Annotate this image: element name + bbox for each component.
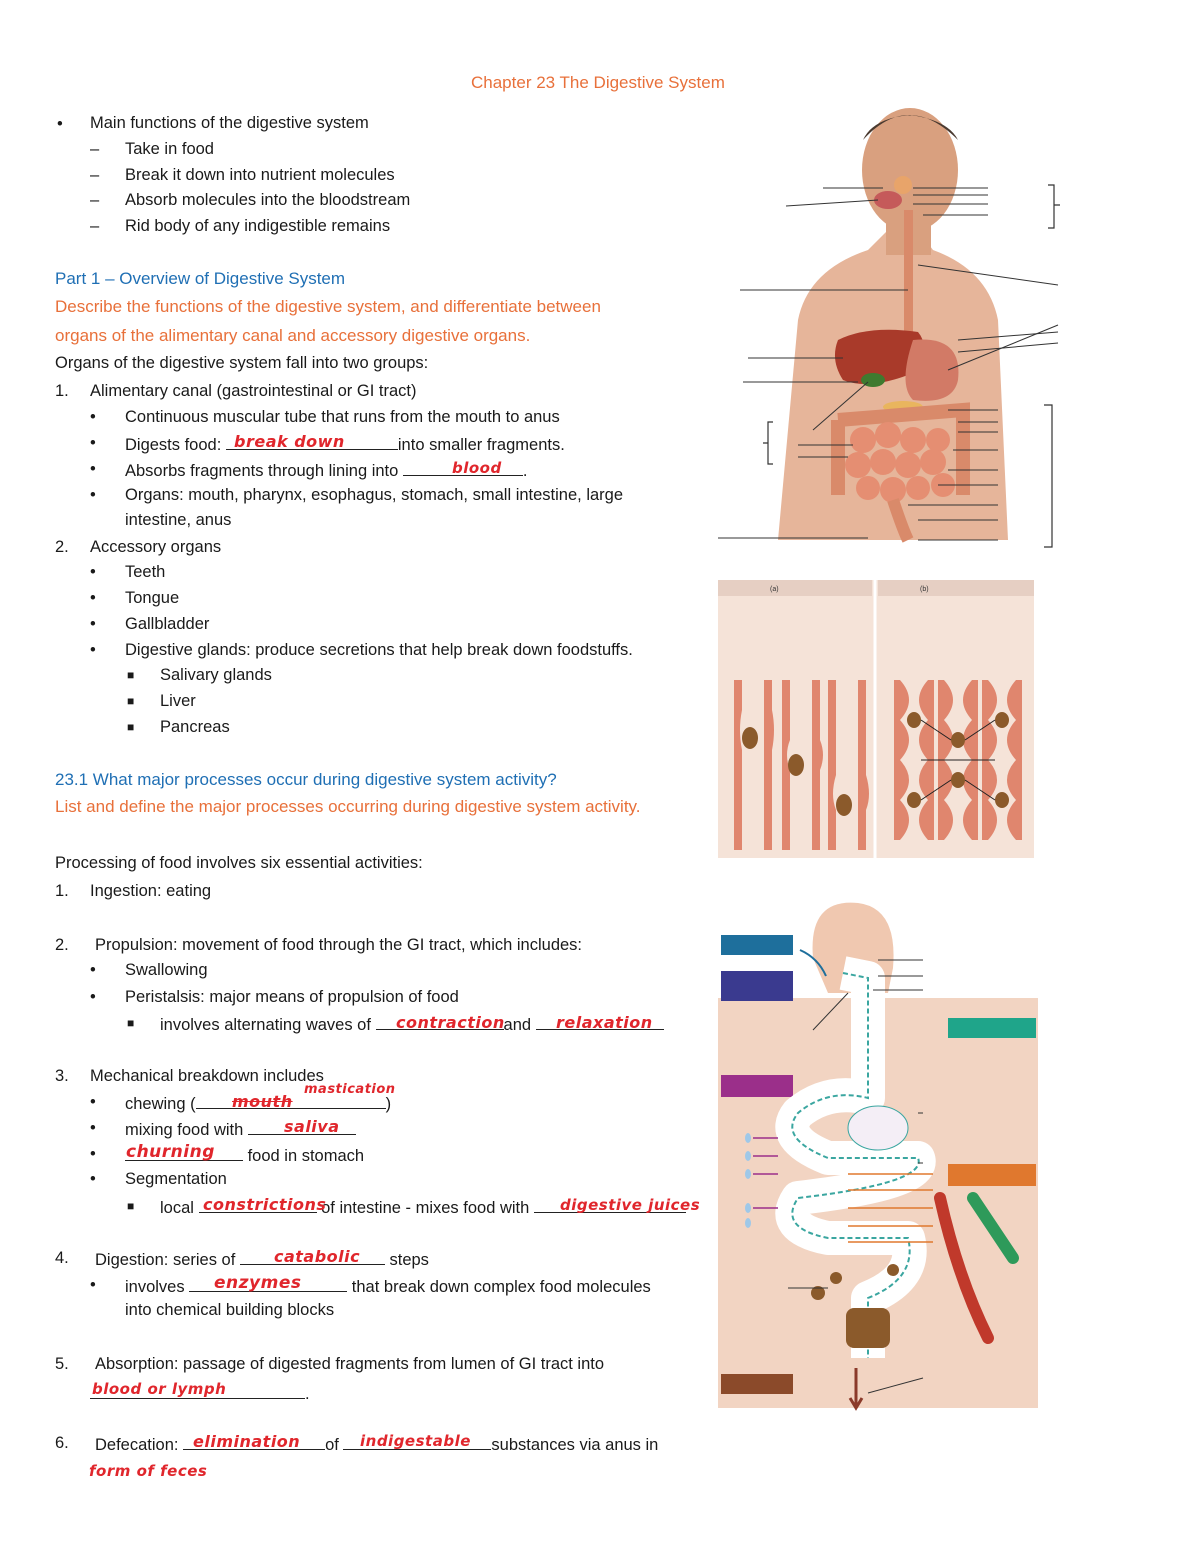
text: involves alternating waves of <box>160 1016 376 1034</box>
square-bullet: ■ <box>127 1016 135 1030</box>
handwritten-answer: contraction <box>396 1013 505 1032</box>
bullet: • <box>90 563 96 581</box>
process-ingestion: Ingestion: eating <box>90 882 212 900</box>
bullet: • <box>90 988 96 1006</box>
accessory-item: Teeth <box>125 563 166 581</box>
section-heading: 23.1 What major processes occur during digestive system activity? <box>55 770 557 789</box>
square-bullet: ■ <box>127 694 135 708</box>
text: Digests food: <box>125 436 226 454</box>
handwritten-answer: relaxation <box>556 1013 653 1032</box>
text: local <box>160 1199 199 1217</box>
bullet: • <box>90 961 96 979</box>
digestion-bullet-cont: into chemical building blocks <box>125 1301 335 1319</box>
peristalsis-segmentation-diagram <box>718 580 1034 858</box>
text: steps <box>384 1251 429 1269</box>
propulsion-bullet: Peristalsis: major means of propulsion of food <box>125 988 459 1006</box>
text: and <box>503 1016 536 1034</box>
process-digestion <box>95 1248 429 1270</box>
group1-bullet: Organs: mouth, pharynx, esophagus, stomach, small intestine, large <box>125 486 624 504</box>
section-intro: Processing of food involves six essential activities: <box>55 854 423 872</box>
process-mechanical: Mechanical breakdown includes <box>90 1067 324 1085</box>
page-title: Chapter 23 The Digestive System <box>471 73 725 92</box>
list-number: 3. <box>55 1067 69 1085</box>
handwritten-answer: break down <box>234 432 345 451</box>
accessory-item: Gallbladder <box>125 615 210 633</box>
bullet: • <box>90 1145 96 1163</box>
handwritten-answer: elimination <box>193 1432 301 1451</box>
group1-bullet-cont: intestine, anus <box>125 511 232 529</box>
handwritten-answer: blood <box>452 459 502 477</box>
list-number: 4. <box>55 1249 69 1267</box>
text: of <box>325 1436 344 1454</box>
list-number: 5. <box>55 1355 69 1373</box>
bullet: • <box>90 641 96 659</box>
square-bullet: ■ <box>127 668 135 682</box>
bullet: • <box>90 589 96 607</box>
function-item: Rid body of any indigestible remains <box>125 217 391 235</box>
bullet: • <box>57 115 63 133</box>
gland-item: Salivary glands <box>160 666 272 684</box>
bullet: • <box>90 408 96 426</box>
function-item: Take in food <box>125 140 214 158</box>
handwritten-answer: blood or lymph <box>92 1380 227 1398</box>
bullet: • <box>90 434 96 452</box>
handwritten-answer: enzymes <box>214 1273 302 1293</box>
text: Absorbs fragments through lining into <box>125 462 403 480</box>
handwritten-answer: indigestable <box>360 1432 471 1450</box>
bullet: • <box>90 1170 96 1188</box>
bullet: • <box>90 1093 96 1111</box>
group1-bullet <box>125 433 565 455</box>
part1-heading: Part 1 – Overview of Digestive System <box>55 269 346 288</box>
text: of intestine - mixes food with <box>316 1199 534 1217</box>
list-number: 6. <box>55 1434 69 1452</box>
square-bullet: ■ <box>127 1199 135 1213</box>
digestive-processes-diagram <box>718 898 1038 1418</box>
handwritten-answer: catabolic <box>274 1247 361 1266</box>
function-item: Absorb molecules into the bloodstream <box>125 191 411 209</box>
list-number: 1. <box>55 382 69 400</box>
handwritten-answer: mastication <box>304 1082 396 1097</box>
text: Defecation: <box>95 1436 184 1454</box>
list-number: 2. <box>55 538 69 556</box>
text: mixing food with <box>125 1121 248 1139</box>
list-number: 1. <box>55 882 69 900</box>
handwritten-answer: form of feces <box>89 1462 208 1480</box>
panel-label-b: (b) <box>920 586 929 593</box>
text: ) <box>385 1095 392 1113</box>
dash: – <box>90 191 100 209</box>
list-number: 2. <box>55 936 69 954</box>
process-propulsion: Propulsion: movement of food through the GI tract, which includes: <box>95 936 583 954</box>
text: substances via anus in <box>491 1436 659 1454</box>
dash: – <box>90 140 100 158</box>
group2-title: Accessory organs <box>90 538 222 556</box>
process-absorption: Absorption: passage of digested fragments from lumen of GI tract into <box>95 1355 605 1373</box>
text: that break down complex food molecules <box>347 1278 651 1296</box>
gland-item: Liver <box>160 692 196 710</box>
square-bullet: ■ <box>127 720 135 734</box>
part1-intro: Organs of the digestive system fall into two groups: <box>55 354 429 372</box>
group1-title: Alimentary canal (gastrointestinal or GI tract) <box>90 382 417 400</box>
handwritten-answer: saliva <box>284 1117 340 1136</box>
text: Digestion: series of <box>95 1251 240 1269</box>
handwritten-answer: churning <box>126 1142 215 1162</box>
digestive-system-diagram <box>718 100 1063 550</box>
bullet: • <box>90 460 96 478</box>
dash: – <box>90 217 100 235</box>
accessory-item: Tongue <box>125 589 180 607</box>
panel-label-a: (a) <box>770 586 779 593</box>
gland-item: Pancreas <box>160 718 230 736</box>
main-functions-heading: Main functions of the digestive system <box>90 114 369 132</box>
bullet: • <box>90 1119 96 1137</box>
group1-bullet: Continuous muscular tube that runs from the mouth to anus <box>125 408 560 426</box>
text: . <box>522 462 528 480</box>
section-objective: List and define the major processes occurring during digestive system activity. <box>55 797 641 816</box>
handwritten-answer: digestive juices <box>560 1196 701 1214</box>
mechanical-bullet: Segmentation <box>125 1170 227 1188</box>
bullet: • <box>90 615 96 633</box>
dash: – <box>90 166 100 184</box>
text: food in stomach <box>243 1147 365 1165</box>
text: chewing ( <box>125 1095 196 1113</box>
bullet: • <box>90 1276 96 1294</box>
handwritten-answer-struck: mouth <box>232 1092 293 1111</box>
text: into smaller fragments. <box>397 436 565 454</box>
function-item: Break it down into nutrient molecules <box>125 166 395 184</box>
handwritten-answer: constrictions <box>203 1195 327 1214</box>
part1-objective: Describe the functions of the digestive system, and differentiate between <box>55 297 601 316</box>
propulsion-bullet: Swallowing <box>125 961 208 979</box>
part1-objective: organs of the alimentary canal and accessory digestive organs. <box>55 326 531 345</box>
bullet: • <box>90 486 96 504</box>
text: . <box>305 1385 310 1403</box>
accessory-item: Digestive glands: produce secretions that help break down foodstuffs. <box>125 641 633 659</box>
text: involves <box>125 1278 190 1296</box>
digestion-bullet <box>125 1275 651 1297</box>
